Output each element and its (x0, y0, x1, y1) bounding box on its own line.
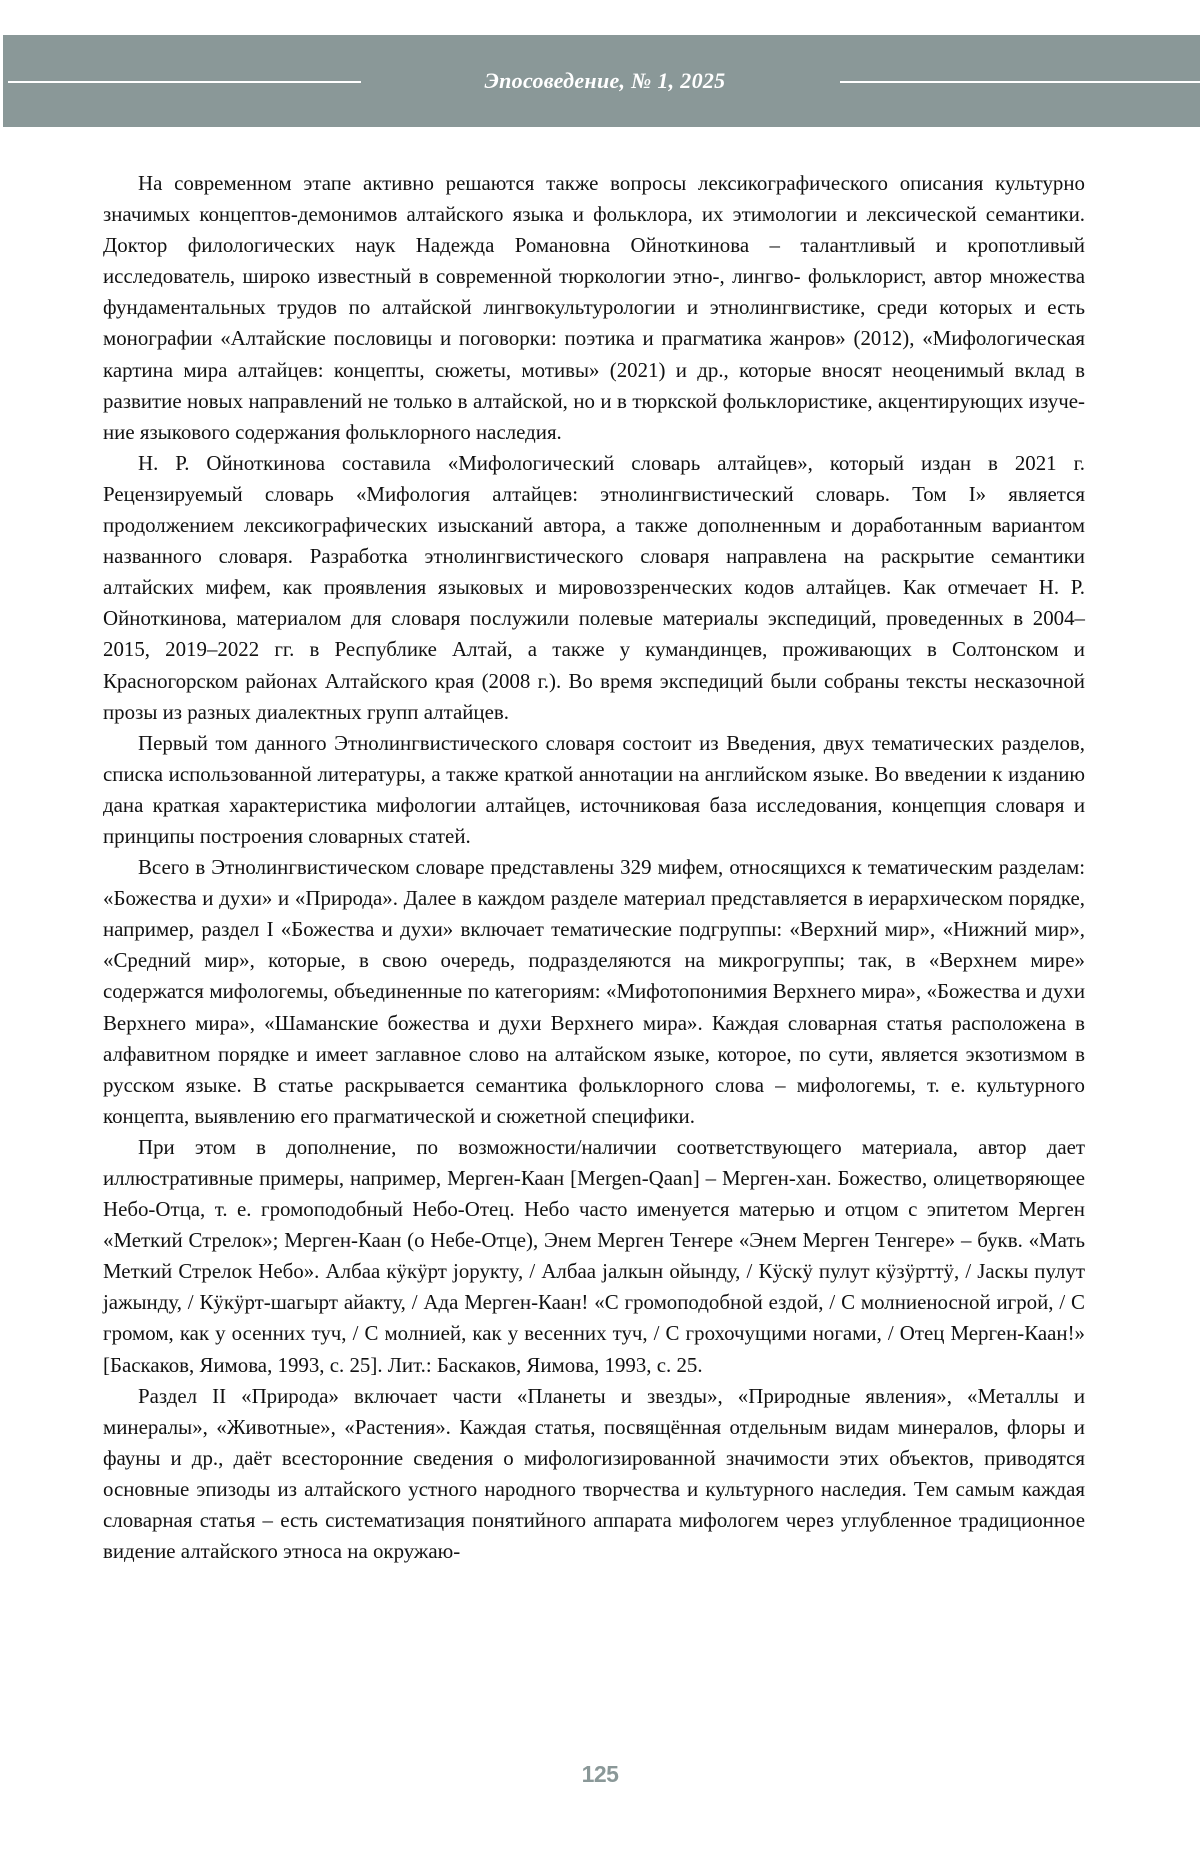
running-head-journal-title: Эпосоведение, № 1, 2025 (484, 68, 726, 93)
header-rule-right (840, 81, 1200, 83)
paragraph-3: Первый том данного Этнолингвистического словаря состоит из Введения, двух тематических разделов, списка использованной литературы, а также краткой аннотации на английском языке. Во введении к изданию дана краткая характеристика мифологии алтайцев, источниковая база исследования, концепция словаря и принципы построения словарных статей. (103, 730, 1085, 848)
paragraph-6: Раздел II «Природа» включает части «Планеты и звезды», «Природные явления», «Металлы и минералы», «Животные», «Растения». Каждая статья, посвящённая отдельным видам минералов, флоры и фауны и др., даёт всесторонние сведения о мифологизированной значимости этих объектов, приводятся основные эпизоды из алтайского устного народного творчества и культурного наследия. Тем самым каждая словарная статья – есть систематизация понятийного аппарата мифологем через углубленное традиционное видение алтайского этноса на окружаю- (103, 1383, 1085, 1564)
paragraph-1: На современном этапе активно решаются также вопросы лексикографического описания культурно значимых концептов-демонимов алтайского языка и фольклора, их этимологии и лексической семантики. Доктор филологических наук Надежда Романовна Ойноткинова – талантливый и кропотливый исследователь, широко известный в современной тюркологии этно-, лингво- фольклорист, автор множества фундаментальных трудов по алтайской лингвокультурологии и этнолингвистике, среди которых и есть монографии «Алтайские пословицы и поговорки: поэтика и прагматика жанров» (2012), «Мифологическая картина мира алтайцев: концепты, сюжеты, мотивы» (2021) и др., которые вносят неоценимый вклад в развитие новых направлений не только в алтайской, но и в тюркской фольклористике, акцентирующих изучение языкового содержания фольклорного наследия. (103, 171, 1085, 444)
paragraph-2: Н. Р. Ойноткинова составила «Мифологический словарь алтайцев», который издан в 2021 г. Рецензируемый словарь «Мифология алтайцев: этнолингвистический словарь. Том I» является продолжением лексикографических изысканий автора, а также дополненным и доработанным вариантом названного словаря. Разработка этнолингвистического словаря направлена на раскрытие семантики алтайских мифем, как проявления языковых и мировоззренческих кодов алтайцев. Как отмечает Н. Р. Ойноткинова, материалом для словаря послужили полевые материалы экспедиций, проведенных в 2004–2015, 2019–2022 гг. в Республике Алтай, а также у кумандинцев, проживающих в Солтонском и Красногорском районах Алтайского края (2008 г.). Во время экспедиций были собраны тексты несказочной прозы из разных диалектных групп алтайцев. (103, 450, 1085, 724)
page-number: 125 (581, 1761, 619, 1787)
paragraph-4: Всего в Этнолингвистическом словаре представлены 329 мифем, относящихся к тематическим разделам: «Божества и духи» и «Природа». Далее в каждом разделе материал представляется в иерархическом порядке, например, раздел I «Божества и духи» включает тематические подгруппы: «Верхний мир», «Нижний мир», «Средний мир», которые, в свою очередь, подразделяются на микрогруппы; так, в «Верхнем мире» содержатся мифологемы, объединенные по категориям: «Мифотопонимия Верхнего мира», «Божества и духи Верхнего мира», «Шаманские божества и духи Верхнего мира». Каждая словарная статья расположена в алфавитном порядке и имеет заглавное слово на алтайском языке, которое, по сути, является экзотизмом в русском языке. В статье раскрывается семантика фольклорного слова – мифологемы, т. е. культурного концепта, выявлению его прагматической и сюжетной специфики. (103, 855, 1085, 1128)
paragraph-5: При этом в дополнение, по возможности/наличии соответствующего материала, автор дает иллюстративные примеры, например, Мерген-Каан [Mergen-Qaan] – Мерген-хан. Божество, олицетворяющее Небо-Отца, т. е. громоподобный Небо-Отец. Небо часто именуется матерью и отцом с эпитетом Мерген «Меткий Стрелок»; Мерген-Каан (о Небе-Отце), Энем Мерген Теҥере «Энем Мерген Тенгере» – букв. «Мать Меткий Стрелок Небо». Албаа кӱкӱрт јоруктy, / Албаа јалкын ойынду, / Кӱскӱ пулут кӱзӱрттӱ, / Јаскы пулут јажынду, / Кӱкӱрт-шагырт айакту, / Ада Мерген-Каан! «С громоподобной ездой, / С молниеносной игрой, / С громом, как у осенних туч, / С молнией, как у весенних туч, / С грохочущими ногами, / Отец Мерген-Каан!» [Баскаков, Яимова, 1993, с. 25]. Лит.: Баскаков, Яимова, 1993, с. 25. (103, 1134, 1085, 1377)
header-rule-left (8, 81, 361, 83)
article-body (103, 168, 1085, 1567)
